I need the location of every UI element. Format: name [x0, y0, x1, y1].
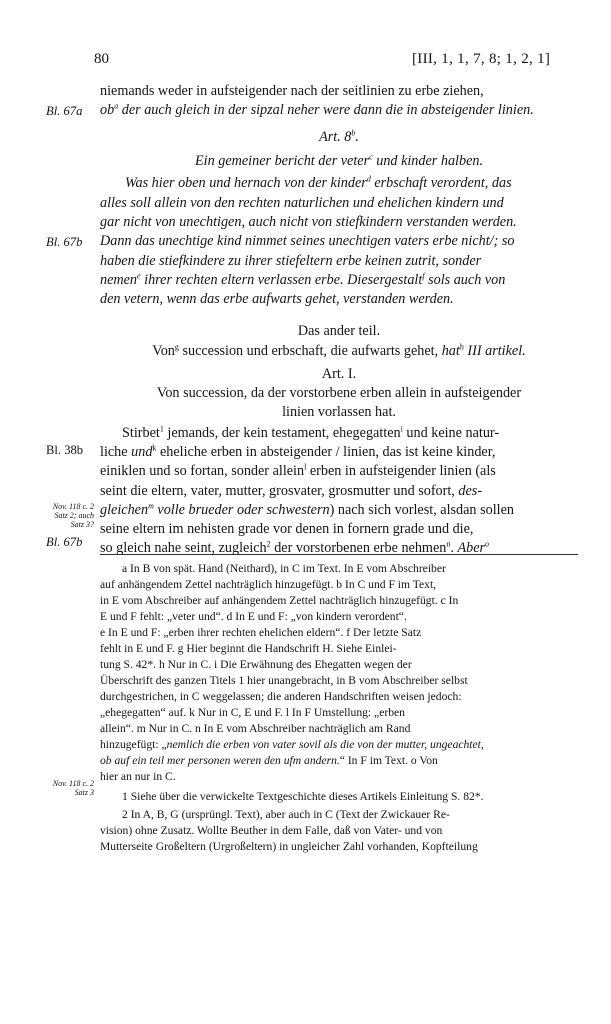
margin-note-folio: Bl. 67b [46, 235, 83, 249]
article-title: linien vorlassen hat. [282, 404, 396, 420]
text-line: Stirbet$^1$ jemands, der kein testament, ehegegatten$^i$ und keine natur- [122, 424, 500, 441]
footnote-line: „ehegegatten“ auf. k Nur in C, E und F. l In F Umstellung: „erben [100, 706, 405, 719]
margin-note-folio: Bl. 67a [46, 104, 83, 118]
margin-note-line: Nov. 118 c. 2 [52, 779, 94, 788]
text-line: so gleich nahe seint, zugleich$^2$ der vorstorbenen erbe nehmen$^n$. Aber$^o$ [100, 539, 490, 556]
footnote-line: a In B von spät. Hand (Neithard), in C im Text. In E vom Abschreiber [122, 562, 446, 575]
section-subheading: Ein gemeiner bericht der veter$^c$ und kinder halben. [194, 152, 484, 169]
part-heading: Das ander teil. [297, 323, 381, 339]
footnote-line: vision) ohne Zusatz. Wollte Beuther in dem Falle, daß von Vater- und von [100, 824, 443, 837]
text-line: alles soll allein von den rechten naturlichen und ehelichen kindern und [100, 195, 504, 211]
footnote-line: hier an nur in C. [100, 770, 176, 783]
page-number: 80 [94, 51, 109, 67]
footnote-line: 1 Siehe über die verwickelte Textgeschichte dieses Artikels Einleitung S. 82*. [122, 790, 484, 803]
text-line: gar nicht von unechtigen, auch nicht von stiefkindern verstanden werden. [100, 214, 517, 230]
article-heading: Art. 8$^b$. [319, 128, 359, 145]
footnote-line: e In E und F: „erben ihrer rechten ehelichen eldern“. f Der letzte Satz [100, 626, 422, 639]
text-line: Was hier oben und hernach von der kinder$^d$ erbschaft verordent, das [125, 174, 512, 191]
article-heading: Art. I. [321, 366, 357, 382]
footnote-line: Überschrift des ganzen Titels 1 hier unangebracht, in B vom Abschreiber selbst [100, 674, 468, 687]
margin-note-line: Nov. 118 c. 2 [52, 502, 94, 511]
footnote-line: E und F fehlt: „veter und“. d In E und F: „von kindern verordent“. [100, 610, 407, 623]
footnote-line: ob auf ein teil mer personen weren den ufm andern.“ In F im Text. o Von [100, 754, 438, 767]
margin-note-source [34, 502, 94, 529]
text-line: liche und$^k$ eheliche erben in absteigender / linien, das ist keine kinder, [100, 443, 496, 460]
margin-note-folio: Bl. 38b [46, 443, 84, 457]
footnote-line: Mutterseite Großeltern (Urgroßeltern) in ungleicher Zahl vorhanden, Kopfteilung [100, 840, 478, 853]
margin-note-folio: Bl. 67b [46, 535, 83, 549]
margin-note-source [34, 779, 94, 797]
text-line: gleichen$^m$ volle brueder oder schwestern) nach sich vorlest, alsdan sollen [100, 501, 514, 518]
text-line: haben die stiefkindere zu ihrer stiefeltern erbe keinen zutrit, sonder [100, 253, 482, 269]
text-line: einiklen und so fortan, sonder allein$^l$ erben in aufsteigender linien (als [100, 462, 496, 479]
text-line: $ob^a$ der auch gleich in der sipzal neher were dann die in absteigender linien. [100, 101, 534, 118]
part-subheading: Von$^g$ succession und erbschaft, die aufwarts gehet, hat$^h$ III artikel. [152, 342, 526, 359]
footnote-separator [100, 554, 578, 555]
text-line: niemands weder in aufsteigender nach der seitlinien zu erbe ziehen, [100, 83, 484, 99]
margin-note-line: Satz 3 [74, 788, 94, 797]
margin-note-line: Satz 2; auch [54, 511, 94, 520]
footnote-line: auf anhängendem Zettel nachträglich hinzugefügt. b In C und F im Text, [100, 578, 437, 591]
footnote-line: in E vom Abschreiber auf anhängendem Zettel nachträglich hinzugefügt. c In [100, 594, 459, 607]
footnote-line: 2 In A, B, G (ursprüngl. Text), aber auch in C (Text der Zwickauer Re- [122, 808, 450, 821]
footnote-line: durchgestrichen, in C weggelassen; die anderen Handschriften weisen jedoch: [100, 690, 462, 703]
text-line: seine eltern im nehisten grade vor denen in fornern grade und die, [100, 521, 474, 537]
text-line: den vetern, wenn das erbe aufwarts gehet, verstanden werden. [100, 291, 454, 307]
footnote-line: allein“. m Nur in C. n In E vom Abschreiber nachträglich am Rand [100, 722, 411, 735]
footnote-line: tung S. 42*. h Nur in C. i Die Erwähnung des Ehegatten wegen der [100, 658, 412, 671]
running-header-reference: [III, 1, 1, 7, 8; 1, 2, 1] [412, 51, 551, 67]
article-title: Von succession, da der vorstorbene erben allein in aufsteigender [156, 385, 522, 401]
footnote-line: fehlt in E und F. g Hier beginnt die Handschrift H. Siehe Einlei- [100, 642, 397, 655]
margin-note-line: Satz 3? [70, 520, 94, 529]
text-line: Dann das unechtige kind nimmet seines unechtigen vaters erbe nicht/; so [100, 233, 515, 249]
text-line: seint die eltern, vater, mutter, grosvater, grosmutter und sofort, des- [100, 483, 483, 499]
text-line: nemen$^e$ ihrer rechten eltern verlassen erbe. Diesergestalt$^f$ sols auch von [100, 271, 506, 288]
footnote-line: hinzugefügt: „nemlich die erben von vater sovil als die von der mutter, ungeachtet, [100, 738, 484, 751]
